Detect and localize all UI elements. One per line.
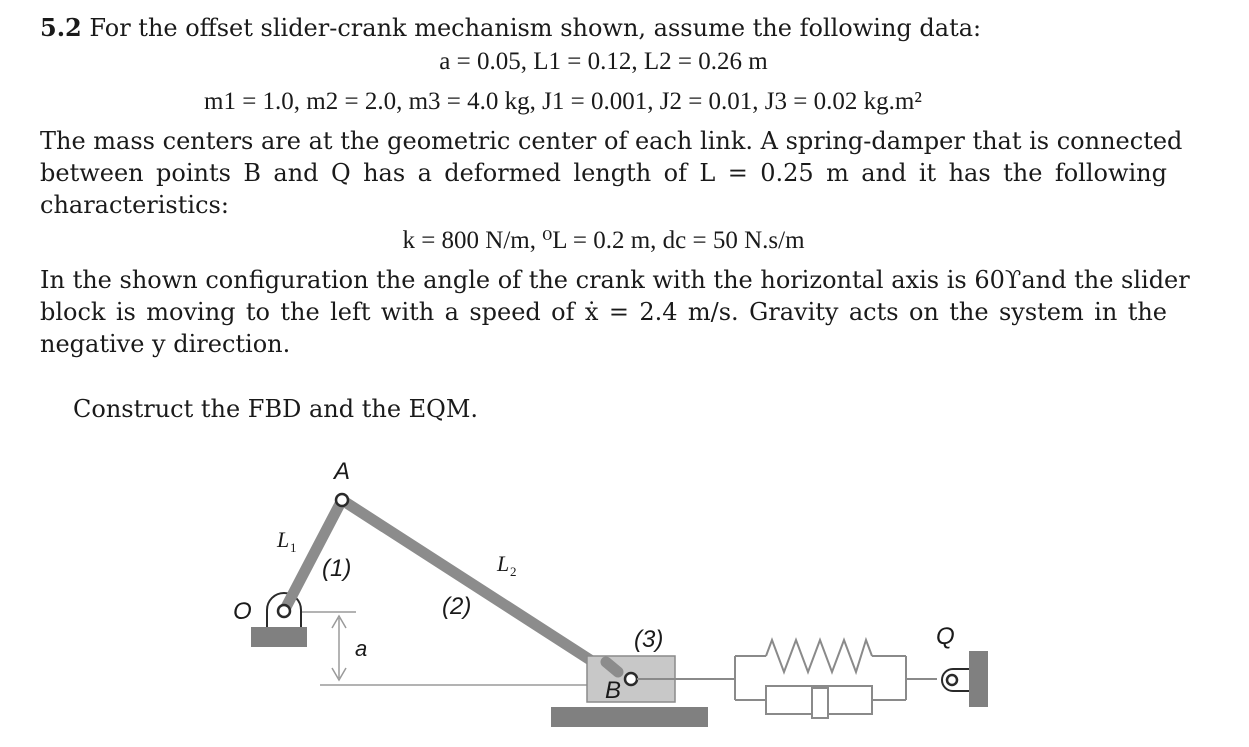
data-line-2: m1 = 1.0, m2 = 2.0, m3 = 4.0 kg, J1 = 0.001, J2 = 0.01, J3 = 0.02 kg.m² [204, 88, 922, 115]
para2-line-3: negative y direction. [40, 330, 291, 358]
value-J2: J2 = 0.01 [659, 88, 753, 115]
value-L1: L1 = 0.12 [533, 48, 632, 75]
value-J3: J3 = 0.02 kg.m² [764, 88, 922, 115]
label-L2: L [497, 551, 510, 576]
para1-line-3: characteristics: [40, 191, 229, 219]
data-line-1: a = 0.05, L1 = 0.12, L2 = 0.26 m [439, 48, 768, 75]
value-dc: dc = 50 N.s/m [662, 227, 805, 254]
spring-data-line: k = 800 N/m, ⁰L = 0.2 m, dc = 50 N.s/m [402, 227, 805, 254]
label-link-3: (3) [634, 626, 664, 653]
value-a: a = 0.05 [439, 48, 521, 75]
label-link-1: (1) [322, 555, 352, 582]
value-L0: ⁰L = 0.2 m [542, 227, 651, 254]
damper-piston-icon [812, 688, 828, 718]
value-m2: m2 = 2.0 [306, 88, 397, 115]
value-m3: m3 = 4.0 kg [408, 88, 530, 115]
link-2-end [606, 662, 618, 672]
para2-line-2: block is moving to the left with a speed of ẋ = 2.4 m/s. Gravity acts on the system in the [40, 298, 1167, 326]
para2-line-1: In the shown configuration the angle of the crank with the horizontal axis is 60ϒand the slider [40, 266, 1190, 294]
value-m1: m1 = 1.0 [204, 88, 294, 115]
label-A: A [334, 458, 351, 485]
spring-icon [766, 640, 872, 672]
joint-B [625, 673, 637, 685]
joint-Q [947, 675, 957, 685]
ground-O [251, 627, 307, 647]
spring-damper [637, 640, 937, 718]
label-L2-sub: 2 [510, 564, 517, 579]
label-Q: Q [936, 623, 955, 650]
label-L1: L [277, 527, 290, 552]
label-O: O [233, 598, 252, 625]
problem-intro: For the offset slider-crank mechanism shown, assume the following data: [89, 14, 982, 42]
wall-Q [969, 651, 988, 707]
label-link-2: (2) [442, 593, 472, 620]
label-L1-sub: 1 [290, 540, 297, 555]
link-2 [342, 500, 612, 674]
task-text: Construct the FBD and the EQM. [73, 395, 479, 423]
value-J1: J1 = 0.001 [542, 88, 648, 115]
label-a: a [355, 636, 368, 661]
joint-O [278, 605, 290, 617]
para1-line-1: The mass centers are at the geometric center of each link. A spring-damper that is connected [40, 127, 1183, 155]
label-B: B [605, 677, 622, 704]
problem-number: 5.2 [40, 13, 82, 42]
joint-A [336, 494, 348, 506]
ground-slider [551, 707, 708, 727]
value-k: k = 800 N/m [402, 227, 530, 254]
value-L2: L2 = 0.26 m [643, 48, 768, 75]
para1-line-2: between points B and Q has a deformed length of L = 0.25 m and it has the following [40, 159, 1167, 187]
